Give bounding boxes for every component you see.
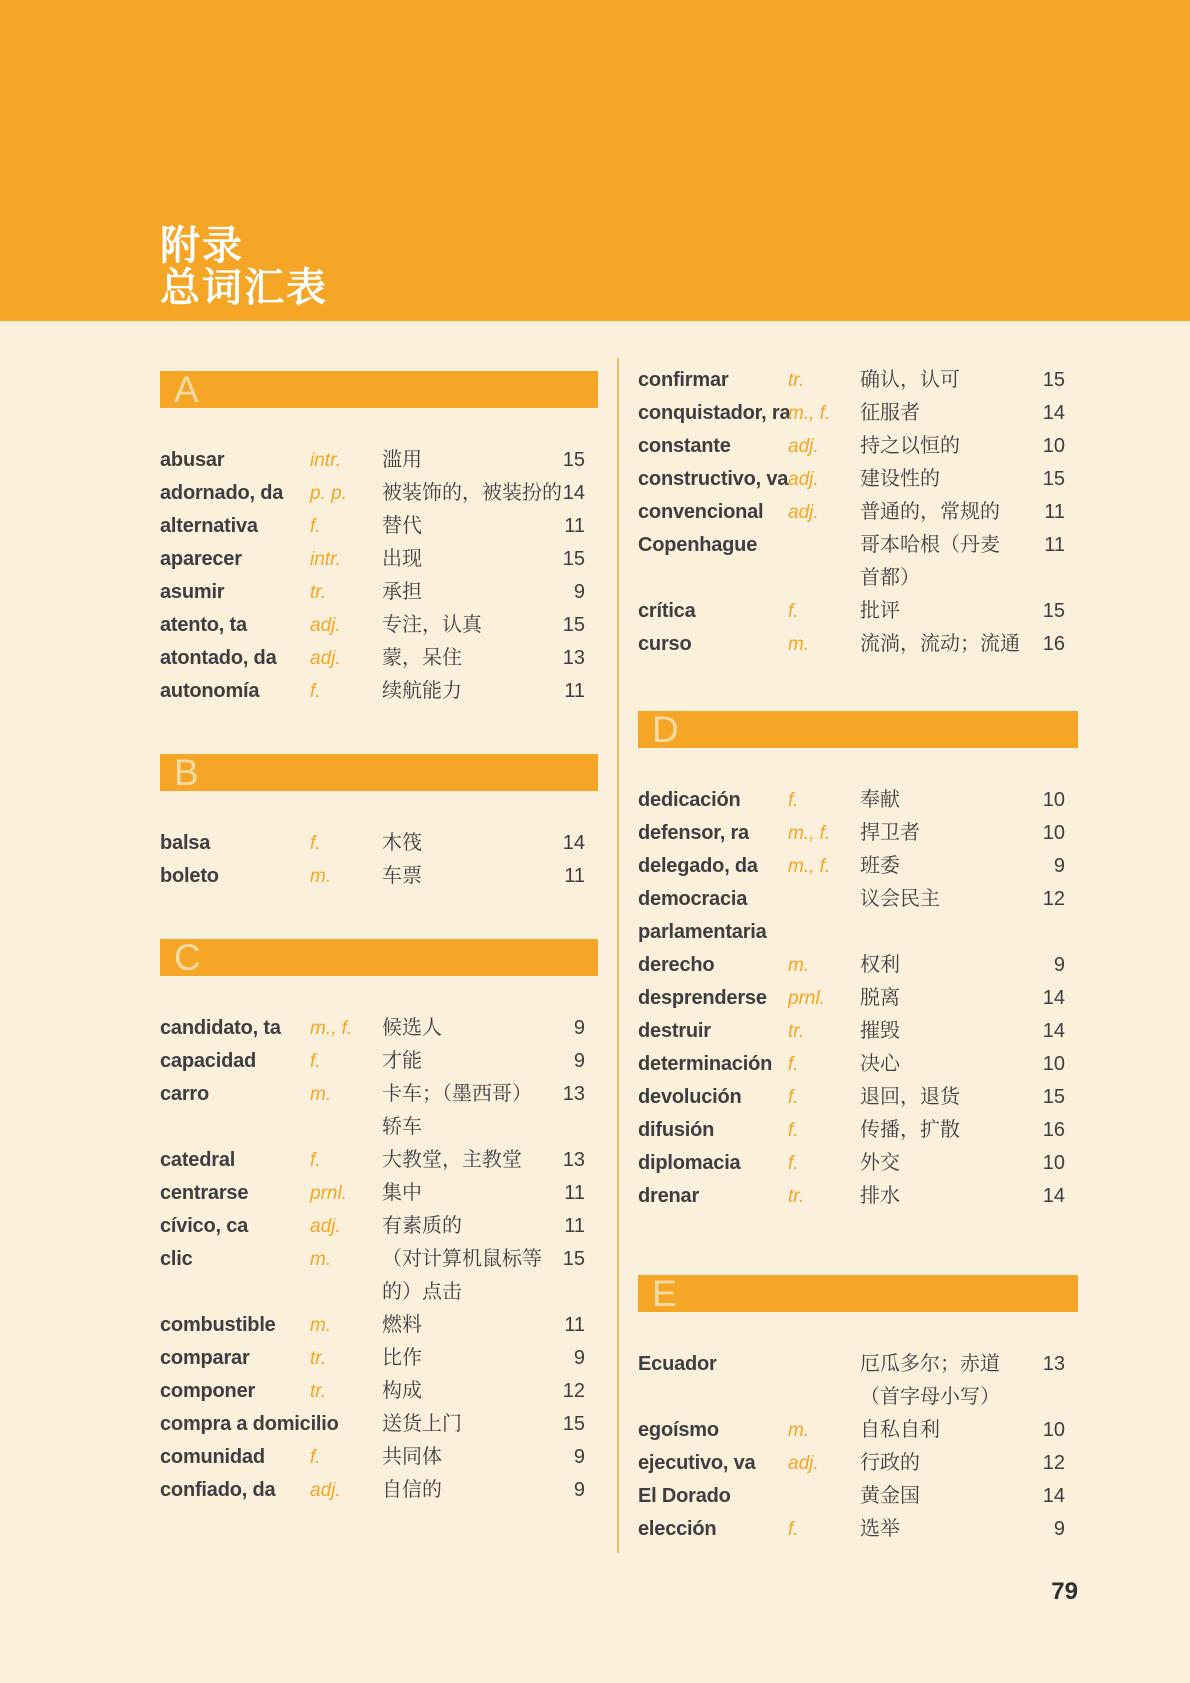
entry-translation: 脱离 bbox=[860, 987, 900, 1009]
glossary-row bbox=[160, 675, 598, 708]
entry-list bbox=[638, 364, 1078, 661]
entry-translation: 首都） bbox=[860, 567, 920, 589]
entry-page-ref: 10 bbox=[1042, 822, 1065, 844]
section-header-c bbox=[160, 939, 598, 976]
entry-translation: 有素质的 bbox=[382, 1215, 462, 1237]
entry-pos: m., f. bbox=[788, 856, 831, 877]
entry-pos: m., f. bbox=[788, 403, 831, 424]
entry-translation: 出现 bbox=[382, 548, 422, 570]
entry-page-ref: 12 bbox=[1042, 1452, 1065, 1474]
entry-pos: tr. bbox=[310, 1381, 327, 1402]
section-header-b bbox=[160, 754, 598, 791]
glossary-row bbox=[160, 510, 598, 543]
glossary-title: 总词汇表 bbox=[160, 266, 328, 310]
glossary-row bbox=[160, 1012, 598, 1045]
glossary-column-right bbox=[638, 364, 1078, 1546]
entry-word: devolución bbox=[638, 1086, 742, 1108]
entry-translation: 的）点击 bbox=[382, 1281, 462, 1303]
entry-word: ejecutivo, va bbox=[638, 1452, 756, 1474]
entry-page-ref: 10 bbox=[1042, 1419, 1065, 1441]
entry-translation: 权利 bbox=[860, 954, 900, 976]
entry-word: determinación bbox=[638, 1053, 773, 1075]
entry-pos: m. bbox=[310, 866, 332, 887]
entry-page-ref: 11 bbox=[564, 865, 585, 887]
section-e bbox=[638, 1275, 1078, 1546]
entry-page-ref: 11 bbox=[564, 515, 585, 537]
entry-page-ref: 10 bbox=[1042, 1053, 1065, 1075]
entry-translation: 替代 bbox=[382, 515, 422, 537]
entry-word: centrarse bbox=[160, 1182, 249, 1204]
glossary-row bbox=[638, 1414, 1078, 1447]
entry-pos: tr. bbox=[788, 1021, 805, 1042]
section-header-e bbox=[638, 1275, 1078, 1312]
entry-pos: intr. bbox=[310, 450, 341, 471]
entry-word: autonomía bbox=[160, 680, 260, 702]
entry-pos: m. bbox=[788, 634, 810, 655]
entry-word: clic bbox=[160, 1248, 193, 1270]
entry-page-ref: 15 bbox=[1042, 1086, 1065, 1108]
entry-page-ref: 11 bbox=[564, 680, 585, 702]
glossary-row bbox=[160, 1309, 598, 1342]
entry-translation: （对计算机鼠标等 bbox=[382, 1248, 542, 1270]
entry-page-ref: 12 bbox=[1042, 888, 1065, 910]
entry-word: comparar bbox=[160, 1347, 250, 1369]
entry-translation: 持之以恒的 bbox=[860, 435, 960, 457]
entry-translation: 候选人 bbox=[382, 1017, 442, 1039]
entry-word: El Dorado bbox=[638, 1485, 731, 1507]
entry-word: dedicación bbox=[638, 789, 741, 811]
entry-word: conquistador, ra bbox=[638, 402, 791, 424]
entry-word: derecho bbox=[638, 954, 715, 976]
entry-word: egoísmo bbox=[638, 1419, 719, 1441]
entry-translation: 蒙，呆住 bbox=[382, 647, 462, 669]
entry-word: abusar bbox=[160, 449, 225, 471]
entry-pos: prnl. bbox=[788, 988, 825, 1009]
entry-translation: 普通的，常规的 bbox=[860, 501, 1000, 523]
column-divider bbox=[617, 358, 619, 1553]
entry-list bbox=[638, 784, 1078, 1213]
entry-list bbox=[160, 827, 598, 893]
entry-translation: 议会民主 bbox=[860, 888, 940, 910]
entry-translation: 哥本哈根（丹麦 bbox=[860, 534, 1000, 556]
entry-page-ref: 14 bbox=[1042, 1185, 1065, 1207]
section-b bbox=[160, 754, 598, 893]
entry-translation: 承担 bbox=[382, 581, 422, 603]
entry-translation: 退回，退货 bbox=[860, 1086, 960, 1108]
entry-translation: 轿车 bbox=[382, 1116, 422, 1138]
entry-word: democracia bbox=[638, 888, 748, 910]
glossary-row bbox=[160, 1342, 598, 1375]
entry-page-ref: 13 bbox=[562, 1083, 585, 1105]
entry-translation: 厄瓜多尔；赤道 bbox=[860, 1353, 1000, 1375]
entry-word: confirmar bbox=[638, 369, 729, 391]
entry-pos: m. bbox=[310, 1315, 332, 1336]
entry-page-ref: 9 bbox=[1053, 1518, 1065, 1540]
entry-translation: 专注，认真 bbox=[382, 614, 482, 636]
entry-translation: 构成 bbox=[382, 1380, 422, 1402]
glossary-row bbox=[638, 364, 1078, 397]
entry-page-ref: 14 bbox=[1042, 987, 1065, 1009]
glossary-row bbox=[638, 1381, 1078, 1414]
entry-list bbox=[638, 1348, 1078, 1546]
glossary-row bbox=[638, 430, 1078, 463]
entry-translation: 摧毁 bbox=[860, 1020, 900, 1042]
entry-word: Copenhague bbox=[638, 534, 758, 556]
glossary-row bbox=[160, 1045, 598, 1078]
entry-translation: 捍卫者 bbox=[860, 822, 920, 844]
entry-word: balsa bbox=[160, 832, 211, 854]
glossary-row bbox=[638, 982, 1078, 1015]
glossary-row bbox=[638, 463, 1078, 496]
entry-page-ref: 16 bbox=[1042, 1119, 1065, 1141]
entry-page-ref: 14 bbox=[562, 482, 585, 504]
entry-word: curso bbox=[638, 633, 692, 655]
entry-translation: 排水 bbox=[860, 1185, 900, 1207]
entry-page-ref: 13 bbox=[562, 1149, 585, 1171]
entry-pos: m. bbox=[788, 955, 810, 976]
entry-pos: f. bbox=[788, 1054, 799, 1075]
glossary-row bbox=[160, 576, 598, 609]
entry-page-ref: 9 bbox=[573, 1017, 585, 1039]
entry-word: catedral bbox=[160, 1149, 236, 1171]
glossary-row bbox=[638, 595, 1078, 628]
glossary-row bbox=[638, 916, 1078, 949]
glossary-row bbox=[160, 642, 598, 675]
section-letter: E bbox=[652, 1273, 677, 1314]
entry-pos: f. bbox=[310, 516, 321, 537]
entry-translation: 车票 bbox=[382, 865, 422, 887]
glossary-row bbox=[638, 1015, 1078, 1048]
entry-pos: tr. bbox=[310, 582, 327, 603]
entry-page-ref: 15 bbox=[562, 548, 585, 570]
glossary-row bbox=[638, 1348, 1078, 1381]
entry-pos: adj. bbox=[788, 436, 819, 457]
entry-translation: 共同体 bbox=[382, 1446, 442, 1468]
glossary-column-left bbox=[160, 371, 598, 1507]
entry-translation: 自私自利 bbox=[860, 1419, 940, 1441]
glossary-row bbox=[638, 1147, 1078, 1180]
entry-pos: adj. bbox=[310, 1216, 341, 1237]
entry-word: aparecer bbox=[160, 548, 242, 570]
entry-pos: adj. bbox=[788, 469, 819, 490]
entry-page-ref: 15 bbox=[562, 449, 585, 471]
glossary-row bbox=[160, 1111, 598, 1144]
entry-word: carro bbox=[160, 1083, 210, 1105]
entry-pos: m. bbox=[310, 1084, 332, 1105]
entry-translation: 木筏 bbox=[382, 832, 422, 854]
entry-pos: f. bbox=[788, 601, 799, 622]
section-letter: C bbox=[174, 937, 201, 978]
entry-translation: 班委 bbox=[860, 855, 900, 877]
entry-pos: adj. bbox=[788, 1453, 819, 1474]
glossary-row bbox=[638, 1480, 1078, 1513]
entry-pos: f. bbox=[788, 1153, 799, 1174]
glossary-row bbox=[638, 850, 1078, 883]
entry-pos: m., f. bbox=[788, 823, 831, 844]
entry-word: convencional bbox=[638, 501, 764, 523]
glossary-row bbox=[638, 883, 1078, 916]
entry-translation: 被装饰的，被装扮的 bbox=[382, 482, 562, 504]
entry-translation: 奉献 bbox=[860, 789, 900, 811]
entry-word: cívico, ca bbox=[160, 1215, 249, 1237]
section-letter: A bbox=[174, 369, 199, 410]
glossary-row bbox=[160, 1177, 598, 1210]
entry-word: comunidad bbox=[160, 1446, 265, 1468]
entry-pos: f. bbox=[788, 1120, 799, 1141]
entry-page-ref: 10 bbox=[1042, 1152, 1065, 1174]
entry-page-ref: 9 bbox=[573, 1050, 585, 1072]
appendix-title: 附录 bbox=[160, 224, 244, 268]
entry-page-ref: 13 bbox=[562, 647, 585, 669]
entry-word: componer bbox=[160, 1380, 256, 1402]
entry-page-ref: 14 bbox=[562, 832, 585, 854]
entry-translation: 批评 bbox=[860, 600, 900, 622]
entry-list bbox=[160, 444, 598, 708]
entry-page-ref: 14 bbox=[1042, 1485, 1065, 1507]
page-number: 79 bbox=[1051, 1578, 1078, 1605]
entry-translation: 大教堂，主教堂 bbox=[382, 1149, 522, 1171]
entry-translation: （首字母小写） bbox=[860, 1386, 1000, 1408]
entry-page-ref: 11 bbox=[564, 1215, 585, 1237]
glossary-row bbox=[638, 1447, 1078, 1480]
entry-page-ref: 11 bbox=[1044, 501, 1065, 523]
glossary-row bbox=[160, 609, 598, 642]
entry-word: compra a domicilio bbox=[160, 1413, 339, 1435]
entry-pos: f. bbox=[788, 1519, 799, 1540]
entry-pos: m. bbox=[788, 1420, 810, 1441]
entry-word: diplomacia bbox=[638, 1152, 741, 1174]
glossary-row bbox=[160, 1243, 598, 1276]
glossary-row bbox=[160, 1144, 598, 1177]
entry-page-ref: 9 bbox=[573, 581, 585, 603]
entry-translation: 确认，认可 bbox=[860, 369, 960, 391]
entry-word: defensor, ra bbox=[638, 822, 749, 844]
glossary-row bbox=[638, 1081, 1078, 1114]
entry-pos: f. bbox=[788, 790, 799, 811]
section-c bbox=[160, 939, 598, 1507]
entry-list bbox=[160, 1012, 598, 1507]
entry-word: desprenderse bbox=[638, 987, 767, 1009]
glossary-row bbox=[638, 817, 1078, 850]
entry-page-ref: 12 bbox=[562, 1380, 585, 1402]
entry-word: parlamentaria bbox=[638, 921, 767, 943]
glossary-row bbox=[638, 1114, 1078, 1147]
entry-word: difusión bbox=[638, 1119, 715, 1141]
entry-translation: 行政的 bbox=[860, 1452, 920, 1474]
entry-word: confiado, da bbox=[160, 1479, 276, 1501]
entry-page-ref: 9 bbox=[1053, 954, 1065, 976]
entry-translation: 自信的 bbox=[382, 1479, 442, 1501]
glossary-row bbox=[160, 1408, 598, 1441]
entry-page-ref: 14 bbox=[1042, 1020, 1065, 1042]
entry-word: adornado, da bbox=[160, 482, 284, 504]
glossary-row bbox=[160, 1375, 598, 1408]
entry-pos: intr. bbox=[310, 549, 341, 570]
glossary-row bbox=[638, 628, 1078, 661]
glossary-row bbox=[160, 827, 598, 860]
entry-pos: f. bbox=[310, 833, 321, 854]
entry-page-ref: 16 bbox=[1042, 633, 1065, 655]
entry-translation: 比作 bbox=[382, 1347, 422, 1369]
entry-pos: prnl. bbox=[310, 1183, 347, 1204]
entry-translation: 续航能力 bbox=[382, 680, 462, 702]
entry-pos: f. bbox=[310, 681, 321, 702]
entry-word: constante bbox=[638, 435, 731, 457]
entry-pos: f. bbox=[310, 1150, 321, 1171]
glossary-row bbox=[160, 543, 598, 576]
section-d bbox=[638, 711, 1078, 1213]
glossary-row bbox=[160, 1078, 598, 1111]
entry-translation: 流淌，流动；流通 bbox=[860, 633, 1020, 655]
section-letter: D bbox=[652, 709, 679, 750]
entry-translation: 外交 bbox=[860, 1152, 900, 1174]
section-header-d bbox=[638, 711, 1078, 748]
entry-page-ref: 15 bbox=[562, 1248, 585, 1270]
entry-page-ref: 15 bbox=[1042, 369, 1065, 391]
entry-pos: tr. bbox=[310, 1348, 327, 1369]
entry-pos: m., f. bbox=[310, 1018, 353, 1039]
section-letter: B bbox=[174, 752, 199, 793]
entry-word: combustible bbox=[160, 1314, 276, 1336]
entry-page-ref: 15 bbox=[1042, 600, 1065, 622]
glossary-row bbox=[638, 529, 1078, 562]
entry-translation: 集中 bbox=[382, 1182, 422, 1204]
section-continued bbox=[638, 364, 1078, 661]
entry-word: atontado, da bbox=[160, 647, 277, 669]
entry-translation: 征服者 bbox=[860, 402, 920, 424]
page-title bbox=[160, 225, 328, 309]
entry-pos: p. p. bbox=[310, 483, 347, 504]
entry-word: capacidad bbox=[160, 1050, 257, 1072]
entry-page-ref: 9 bbox=[573, 1347, 585, 1369]
entry-page-ref: 15 bbox=[562, 1413, 585, 1435]
entry-page-ref: 11 bbox=[564, 1314, 585, 1336]
glossary-row bbox=[638, 949, 1078, 982]
entry-word: destruir bbox=[638, 1020, 711, 1042]
entry-pos: m. bbox=[310, 1249, 332, 1270]
entry-page-ref: 15 bbox=[562, 614, 585, 636]
entry-pos: f. bbox=[788, 1087, 799, 1108]
entry-word: drenar bbox=[638, 1185, 700, 1207]
glossary-row bbox=[638, 397, 1078, 430]
glossary-row bbox=[638, 1048, 1078, 1081]
entry-pos: f. bbox=[310, 1051, 321, 1072]
entry-page-ref: 10 bbox=[1042, 789, 1065, 811]
glossary-row bbox=[160, 1441, 598, 1474]
glossary-row bbox=[160, 860, 598, 893]
glossary-row bbox=[638, 1180, 1078, 1213]
glossary-row bbox=[638, 784, 1078, 817]
entry-word: boleto bbox=[160, 865, 219, 887]
entry-translation: 决心 bbox=[860, 1053, 900, 1075]
entry-page-ref: 10 bbox=[1042, 435, 1065, 457]
glossary-row bbox=[638, 1513, 1078, 1546]
entry-translation: 传播，扩散 bbox=[860, 1119, 960, 1141]
entry-translation: 卡车；（墨西哥） bbox=[382, 1083, 532, 1105]
entry-pos: adj. bbox=[310, 615, 341, 636]
entry-page-ref: 9 bbox=[573, 1446, 585, 1468]
entry-page-ref: 14 bbox=[1042, 402, 1065, 424]
entry-translation: 才能 bbox=[382, 1050, 422, 1072]
entry-word: asumir bbox=[160, 581, 225, 603]
entry-pos: tr. bbox=[788, 370, 805, 391]
entry-translation: 滥用 bbox=[382, 449, 422, 471]
entry-page-ref: 15 bbox=[1042, 468, 1065, 490]
entry-translation: 送货上门 bbox=[382, 1413, 462, 1435]
entry-pos: adj. bbox=[788, 502, 819, 523]
entry-word: elección bbox=[638, 1518, 717, 1540]
entry-pos: adj. bbox=[310, 1480, 341, 1501]
entry-page-ref: 11 bbox=[564, 1182, 585, 1204]
entry-word: atento, ta bbox=[160, 614, 247, 636]
glossary-row bbox=[638, 562, 1078, 595]
entry-word: constructivo, va bbox=[638, 468, 789, 490]
section-a bbox=[160, 371, 598, 708]
entry-pos: adj. bbox=[310, 648, 341, 669]
entry-word: candidato, ta bbox=[160, 1017, 281, 1039]
entry-page-ref: 9 bbox=[573, 1479, 585, 1501]
glossary-row bbox=[160, 444, 598, 477]
glossary-row bbox=[160, 1276, 598, 1309]
glossary-row bbox=[160, 1210, 598, 1243]
entry-translation: 建设性的 bbox=[860, 468, 940, 490]
page-banner bbox=[0, 0, 1190, 321]
entry-word: Ecuador bbox=[638, 1353, 717, 1375]
glossary-row bbox=[638, 496, 1078, 529]
entry-word: alternativa bbox=[160, 515, 258, 537]
section-header-a bbox=[160, 371, 598, 408]
entry-page-ref: 11 bbox=[1044, 534, 1065, 556]
entry-page-ref: 9 bbox=[1053, 855, 1065, 877]
glossary-row bbox=[160, 1474, 598, 1507]
glossary-row bbox=[160, 477, 598, 510]
entry-word: crítica bbox=[638, 600, 696, 622]
entry-word: delegado, da bbox=[638, 855, 758, 877]
entry-translation: 选举 bbox=[860, 1518, 900, 1540]
entry-translation: 黄金国 bbox=[860, 1485, 920, 1507]
entry-page-ref: 13 bbox=[1042, 1353, 1065, 1375]
entry-translation: 燃料 bbox=[382, 1314, 422, 1336]
entry-pos: tr. bbox=[788, 1186, 805, 1207]
entry-pos: f. bbox=[310, 1447, 321, 1468]
